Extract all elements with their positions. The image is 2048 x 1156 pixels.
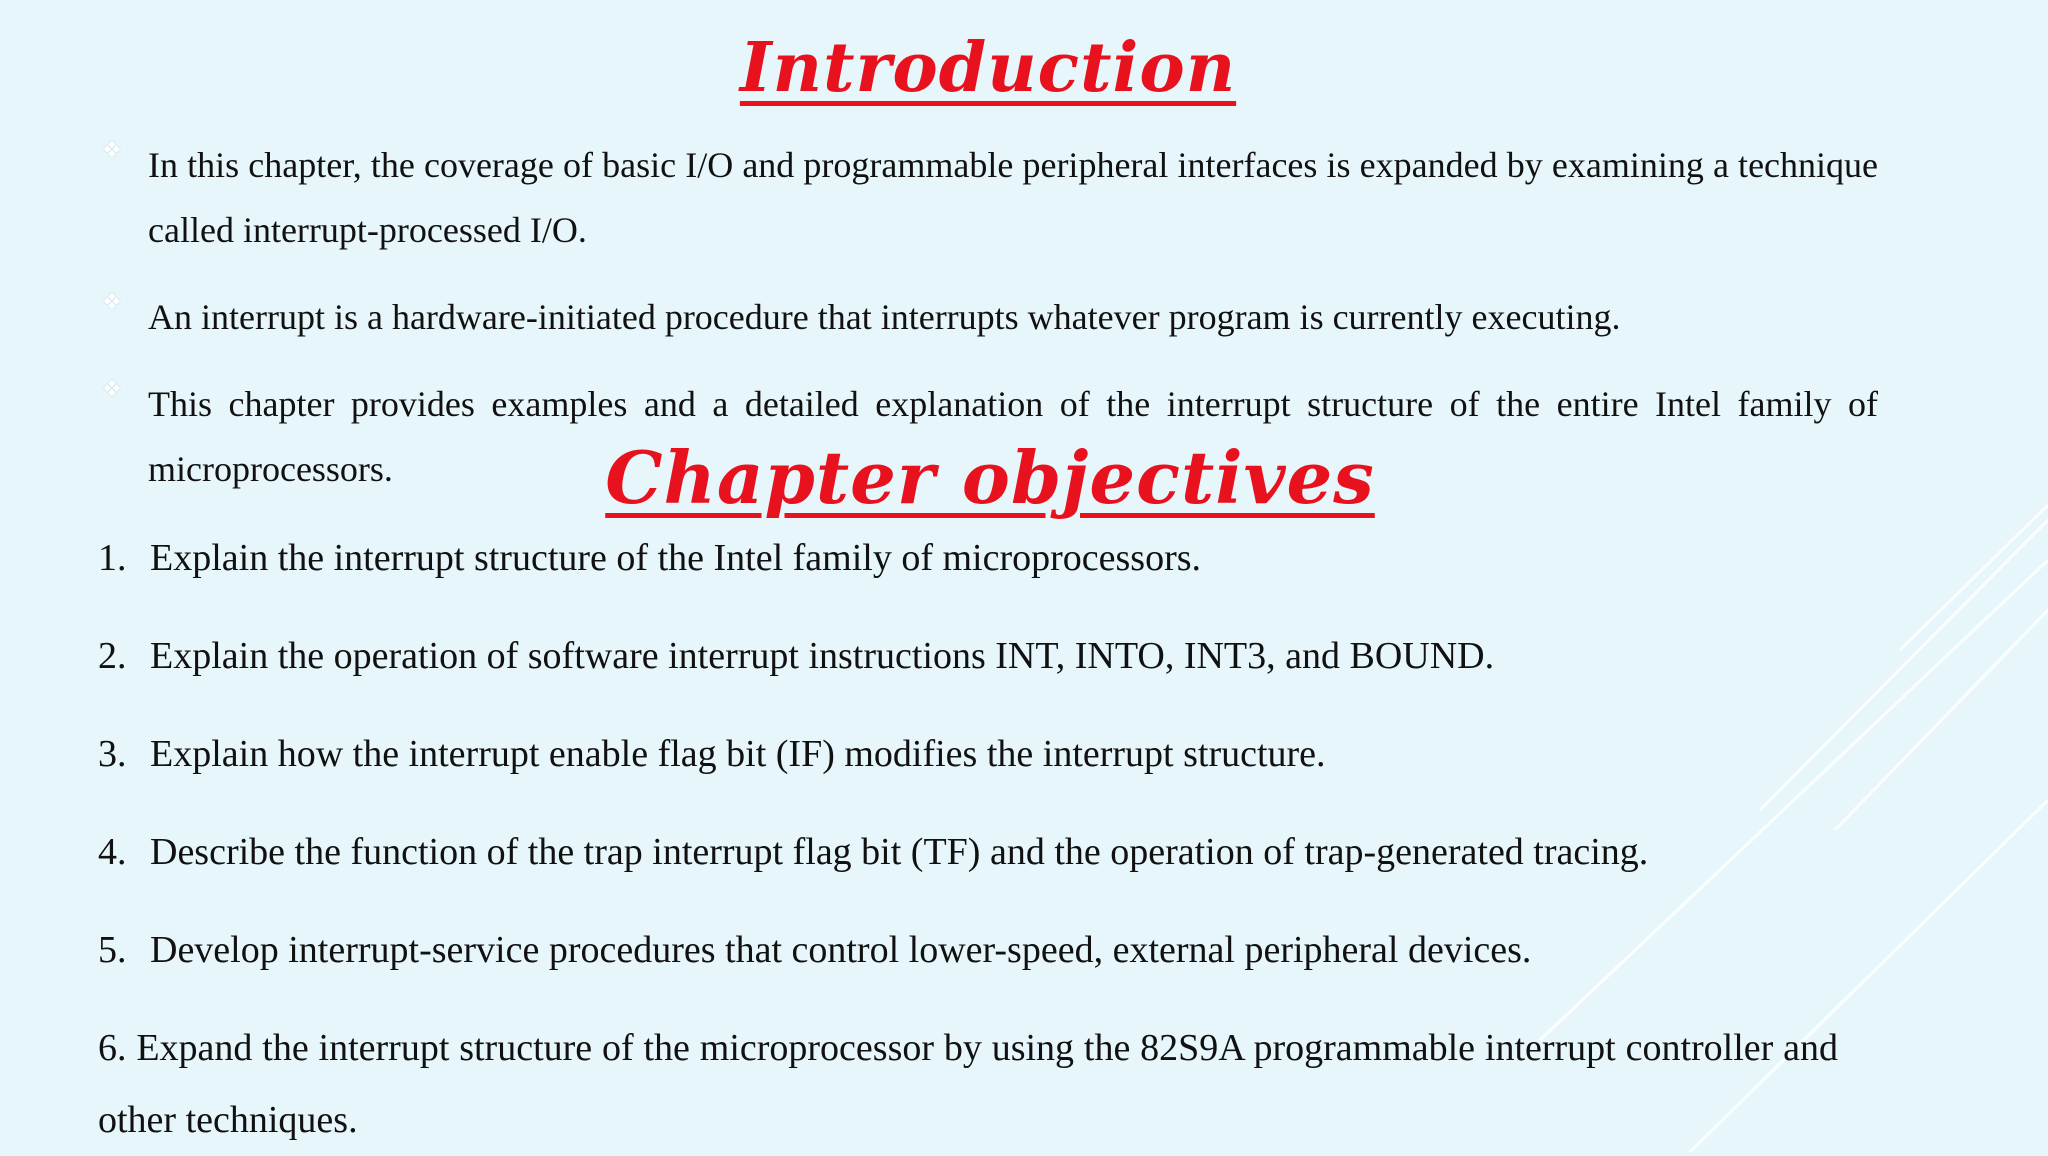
item-text: Explain the operation of software interrupt instructions INT, INTO, INT3, and BOUND. — [150, 635, 1495, 677]
introduction-heading: Introduction — [739, 28, 1237, 108]
item-number: 2. — [98, 635, 127, 677]
item-text: Explain how the interrupt enable flag bit (IF) modifies the interrupt structure. — [150, 733, 1326, 775]
diamond-bullet-icon: ❖ — [102, 137, 122, 162]
item-number: 3. — [98, 733, 127, 775]
item-number: 1. — [98, 537, 127, 579]
item-number: 6. — [98, 1027, 127, 1069]
list-item — [98, 730, 1838, 828]
bullet-text: This chapter provides examples and a detailed explanation of the interrupt structure of the entire Intel family of microprocessors. — [148, 384, 1878, 489]
bullet-text: In this chapter, the coverage of basic I/O and programmable peripheral interfaces is expanded by examining a technique called interrupt-processed I/O. — [148, 145, 1878, 250]
list-item — [98, 1012, 1838, 1156]
item-number: 4. — [98, 831, 127, 873]
list-item — [98, 632, 1838, 730]
chapter-objectives-heading: Chapter objectives — [605, 435, 1375, 520]
diamond-bullet-icon: ❖ — [102, 289, 122, 314]
bullet-text: An interrupt is a hardware-initiated procedure that interrupts whatever program is currently executing. — [148, 297, 1621, 337]
item-number: 5. — [98, 929, 127, 971]
list-item — [98, 133, 1878, 263]
list-item — [98, 534, 1838, 632]
item-text: Describe the function of the trap interrupt flag bit (TF) and the operation of trap-generated tracing. — [150, 831, 1649, 873]
list-item — [98, 926, 1838, 1024]
list-item — [98, 828, 1838, 926]
list-item — [98, 285, 1878, 350]
diamond-bullet-icon: ❖ — [102, 376, 122, 401]
item-text: Develop interrupt-service procedures that control lower-speed, external peripheral devices. — [150, 929, 1532, 971]
item-text: Explain the interrupt structure of the Intel family of microprocessors. — [150, 537, 1202, 579]
objectives-list — [98, 534, 1838, 1156]
item-text: Expand the interrupt structure of the microprocessor by using the 82S9A programmable interrupt controller and other techniques. — [98, 1027, 1838, 1141]
